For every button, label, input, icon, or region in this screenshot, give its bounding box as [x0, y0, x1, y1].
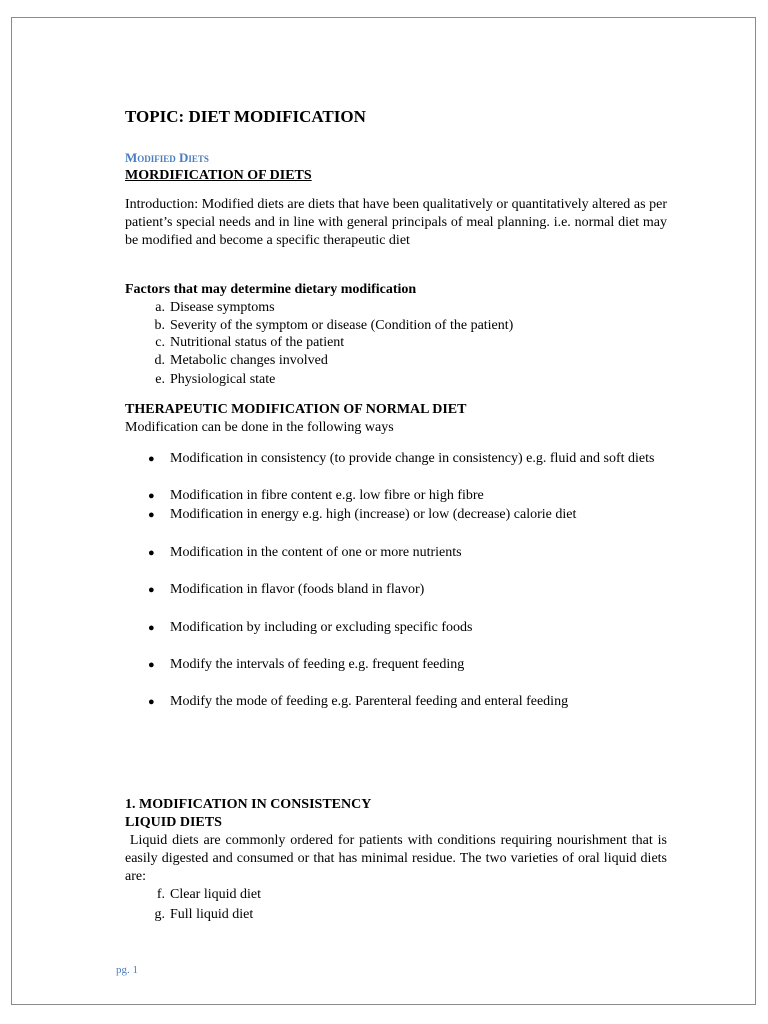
list-item-text: Clear liquid diet — [170, 887, 261, 902]
consistency-heading: 1. MODIFICATION IN CONSISTENCY — [125, 797, 372, 812]
list-item-text: Nutritional status of the patient — [170, 335, 345, 350]
list-item-text: Physiological state — [170, 372, 276, 387]
list-item-text: Modify the intervals of feeding e.g. frequent feeding — [170, 657, 465, 672]
liquid-diets-heading: LIQUID DIETS — [125, 815, 222, 830]
list-item-text: Modify the mode of feeding e.g. Parenteral feeding and enteral feeding — [170, 694, 569, 709]
list-item-text: Modification in fibre content e.g. low fibre or high fibre — [170, 488, 484, 503]
list-item-text: Modification by including or excluding specific foods — [170, 620, 473, 635]
bullet-icon: ● — [148, 622, 155, 634]
page-title: TOPIC: DIET MODIFICATION — [125, 107, 366, 126]
list-marker: c. — [155, 335, 165, 350]
list-item-text: Disease symptoms — [170, 300, 275, 315]
list-marker: d. — [154, 353, 165, 368]
list-item-text: Modification in consistency (to provide change in consistency) e.g. fluid and soft diets — [170, 451, 655, 466]
list-item-text: Modification in the content of one or more nutrients — [170, 545, 462, 560]
bullet-icon: ● — [148, 453, 155, 465]
page-number: pg. 1 — [116, 964, 138, 976]
list-item-text: Metabolic changes involved — [170, 353, 328, 368]
list-marker: e. — [155, 372, 165, 387]
list-item-text: Modification in energy e.g. high (increase) or low (decrease) calorie diet — [170, 507, 577, 522]
bullet-icon: ● — [148, 659, 155, 671]
list-marker: a. — [155, 300, 165, 315]
intro-paragraph: Introduction: Modified diets are diets that have been qualitatively or quantitatively altered as per patient’s special needs and in line with general principals of meal planning. i.e. normal diet may be modified and become a specific therapeutic diet — [125, 197, 667, 248]
list-item-text: Full liquid diet — [170, 907, 254, 922]
list-item-text: Severity of the symptom or disease (Condition of the patient) — [170, 318, 514, 333]
list-marker: f. — [156, 887, 165, 902]
therapeutic-heading: THERAPEUTIC MODIFICATION OF NORMAL DIET — [125, 402, 467, 417]
bullet-icon: ● — [148, 509, 155, 521]
bullet-icon: ● — [148, 547, 155, 559]
bullet-icon: ● — [148, 490, 155, 502]
factors-heading: Factors that may determine dietary modification — [125, 282, 417, 297]
main-heading: MORDIFICATION OF DIETS — [125, 168, 312, 183]
section-subtitle: Modified Diets — [125, 150, 209, 165]
liquid-diets-paragraph: Liquid diets are commonly ordered for patients with conditions requiring nourishment that is easily digested and consumed or that has minimal residue. The two varieties of oral liquid diets are: — [125, 833, 671, 884]
document-page — [11, 17, 756, 1005]
bullet-icon: ● — [148, 584, 155, 596]
list-marker: g. — [154, 907, 165, 922]
list-marker: b. — [154, 318, 165, 333]
therapeutic-intro: Modification can be done in the following ways — [125, 420, 394, 435]
list-item-text: Modification in flavor (foods bland in flavor) — [170, 582, 425, 597]
bullet-icon: ● — [148, 696, 155, 708]
